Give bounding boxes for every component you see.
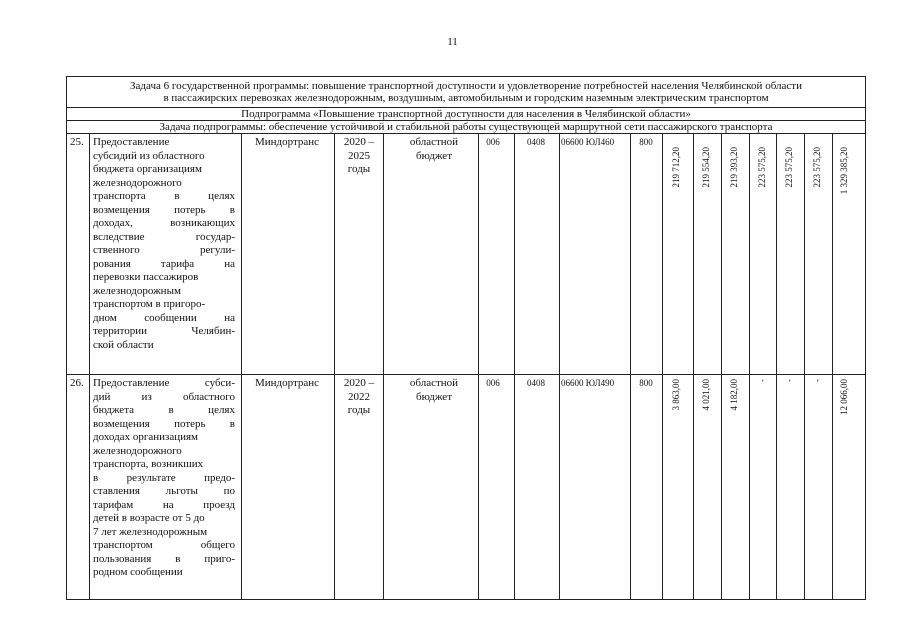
- row-number: 26.: [70, 377, 84, 389]
- measure-description: [93, 377, 235, 580]
- row-number: 25.: [70, 136, 84, 148]
- description-line: возмещения потерь в: [93, 203, 235, 216]
- column-divider: [693, 134, 694, 600]
- description-line: дном сообщении на: [93, 311, 235, 324]
- description-line: Предоставление субси-: [93, 377, 235, 389]
- description-line: железнодорожного: [93, 444, 182, 457]
- column-divider: [662, 134, 663, 600]
- description-line: территории Челябин-: [93, 325, 235, 337]
- amount-total: 12 066,00: [839, 379, 849, 415]
- description-line: транспорта, возникших: [93, 458, 204, 470]
- column-divider: [749, 134, 750, 600]
- description-line: возмещения потерь в: [93, 417, 235, 430]
- grbs-code: 006: [486, 137, 500, 147]
- period-start: 2020 –: [343, 136, 375, 148]
- description-line: в результате предо-: [93, 471, 235, 484]
- column-divider: [383, 134, 384, 600]
- description-line: дий из областного: [93, 390, 235, 403]
- amount-2022: 4 182,00: [729, 379, 739, 411]
- description-line: ственного регули-: [93, 244, 235, 256]
- column-divider: [334, 134, 335, 600]
- description-line: ставления льготы по: [93, 485, 235, 497]
- target-item-code: 06600 ЮЛ460: [561, 137, 615, 147]
- description-line: железнодорожного: [93, 176, 182, 189]
- period-end: 2025: [348, 149, 370, 162]
- period-start: 2020 –: [343, 377, 375, 389]
- funding-source-line2: бюджет: [416, 390, 452, 403]
- amount-2024: -: [784, 379, 794, 382]
- amount-2022: 219 393,20: [729, 147, 739, 188]
- measure-description: [93, 136, 235, 352]
- description-line: 7 лет железнодорожным: [93, 525, 208, 538]
- section-code: 0408: [527, 137, 545, 147]
- column-divider: [776, 134, 777, 600]
- column-divider: [514, 134, 515, 600]
- funding-source: [384, 136, 484, 163]
- amount-2024: 223 575,20: [784, 147, 794, 188]
- task-heading: [67, 77, 865, 108]
- column-divider: [832, 134, 833, 600]
- amount-2020: 3 863,00: [671, 379, 681, 411]
- description-line: вследствие государ-: [93, 230, 235, 243]
- amount-2023: -: [757, 379, 767, 382]
- amount-2023: 223 575,20: [757, 147, 767, 188]
- funding-source: [384, 377, 484, 404]
- description-line: транспорта в целях: [93, 190, 235, 202]
- period: [337, 377, 381, 418]
- description-line: тарифам на проезд: [93, 498, 235, 511]
- funding-source-line2: бюджет: [416, 149, 452, 162]
- section-code: 0408: [527, 378, 545, 388]
- column-divider: [559, 134, 560, 600]
- description-line: доходах, возникающих: [93, 217, 235, 229]
- target-item-code: 06600 ЮЛ490: [561, 378, 615, 388]
- funding-source-line1: областной: [409, 136, 459, 148]
- column-divider: [804, 134, 805, 600]
- period-end: 2022: [348, 390, 370, 403]
- amount-2025: -: [812, 379, 822, 382]
- grbs-code: 006: [486, 378, 500, 388]
- period: [337, 136, 381, 177]
- description-line: субсидий из областного: [93, 149, 205, 162]
- page-number: 11: [447, 36, 458, 48]
- description-line: Предоставление: [93, 136, 170, 148]
- task-heading-line1: Задача 6 государственной программы: повышение транспортной доступности и удовлетворение потребностей населения Челябинской области: [130, 80, 802, 92]
- description-line: железнодорожным: [93, 284, 181, 297]
- amount-total: 1 329 385,20: [839, 147, 849, 195]
- program-table: [66, 76, 866, 600]
- subprogram-heading: Подпрограмма «Повышение транспортной доступности для населения в Челябинской области»: [67, 108, 865, 121]
- column-divider: [630, 134, 631, 600]
- expense-type-code: 800: [639, 137, 653, 147]
- column-divider: [89, 134, 90, 600]
- period-unit: годы: [347, 163, 371, 175]
- description-line: транспортом в пригоро-: [93, 298, 206, 310]
- executor: Миндортранс: [254, 136, 320, 148]
- period-unit: годы: [347, 404, 371, 416]
- funding-source-line1: областной: [409, 377, 459, 389]
- description-line: доходах организациям: [93, 431, 199, 443]
- task-heading-line2: в пассажирских перевозках железнодорожным, воздушным, автомобильным и городским наземным электрическим транспортом: [163, 92, 769, 104]
- description-line: пользования в приго-: [93, 552, 235, 565]
- description-line: родном сообщении: [93, 566, 183, 578]
- subtask-heading: Задача подпрограммы: обеспечение устойчивой и стабильной работы существующей маршрутной сети пассажирского транспорта: [67, 121, 865, 134]
- expense-type-code: 800: [639, 378, 653, 388]
- description-line: ской области: [93, 338, 154, 351]
- row-divider: [67, 374, 865, 375]
- description-line: бюджета организациям: [93, 163, 202, 175]
- description-line: перевозки пассажиров: [93, 271, 199, 283]
- description-line: рования тарифа на: [93, 257, 235, 270]
- executor: Миндортранс: [254, 377, 320, 389]
- column-divider: [478, 134, 479, 600]
- amount-2020: 219 712,20: [671, 147, 681, 188]
- description-line: транспортом общего: [93, 539, 235, 551]
- amount-2021: 4 021,00: [701, 379, 711, 411]
- amount-2021: 219 554,20: [701, 147, 711, 188]
- description-line: бюджета в целях: [93, 404, 235, 416]
- column-divider: [721, 134, 722, 600]
- column-divider: [241, 134, 242, 600]
- description-line: детей в возрасте от 5 до: [93, 512, 205, 524]
- amount-2025: 223 575,20: [812, 147, 822, 188]
